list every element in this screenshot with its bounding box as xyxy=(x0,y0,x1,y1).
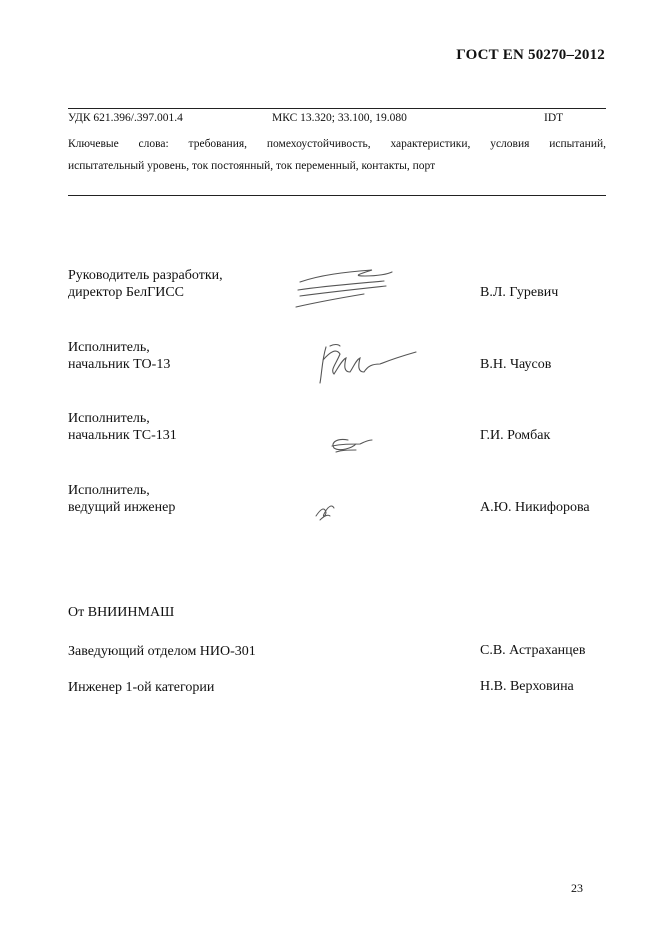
vniinmash-member-name: С.В. Астраханцев xyxy=(480,643,586,658)
signatory-name: А.Ю. Никифорова xyxy=(480,500,590,515)
vniinmash-member-role: Заведующий отделом НИО-301 xyxy=(68,644,256,659)
signatory-role-line: Руководитель разработки, xyxy=(68,268,223,283)
signatory-name: В.Л. Гуревич xyxy=(480,285,559,300)
signature-gurevich xyxy=(296,270,392,307)
vniinmash-member-name: Н.В. Верховина xyxy=(480,679,574,694)
signatory-role-line: Исполнитель, xyxy=(68,483,150,498)
signatory-name: В.Н. Чаусов xyxy=(480,357,552,372)
signatory-role-line: директор БелГИСС xyxy=(68,285,184,300)
signatory-role-line: ведущий инженер xyxy=(68,500,176,515)
signature-nikiforova xyxy=(316,506,334,520)
signatory-role-line: начальник ТС-131 xyxy=(68,428,177,443)
standard-designation: ГОСТ EN 50270–2012 xyxy=(456,47,605,63)
udk-code: УДК 621.396/.397.001.4 xyxy=(68,112,183,124)
page-number: 23 xyxy=(571,881,583,895)
keywords-line-1: Ключевые слова: требования, помехоустойчивость, характеристики, условия испытаний, xyxy=(68,138,606,150)
mks-code: МКС 13.320; 33.100, 19.080 xyxy=(272,112,407,124)
equivalence-code: IDT xyxy=(544,112,564,124)
vniinmash-heading: От ВНИИНМАШ xyxy=(68,605,175,620)
signatory-role-line: Исполнитель, xyxy=(68,411,150,426)
signature-chausov xyxy=(320,345,416,384)
signatory-name: Г.И. Ромбак xyxy=(480,428,551,443)
signature-rombak xyxy=(332,439,372,452)
signatory-role-line: Исполнитель, xyxy=(68,340,150,355)
keywords-line-2: испытательный уровень, ток постоянный, ток переменный, контакты, порт xyxy=(68,160,436,172)
signatory-role-line: начальник ТО-13 xyxy=(68,357,171,372)
vniinmash-member-role: Инженер 1-ой категории xyxy=(68,680,215,695)
